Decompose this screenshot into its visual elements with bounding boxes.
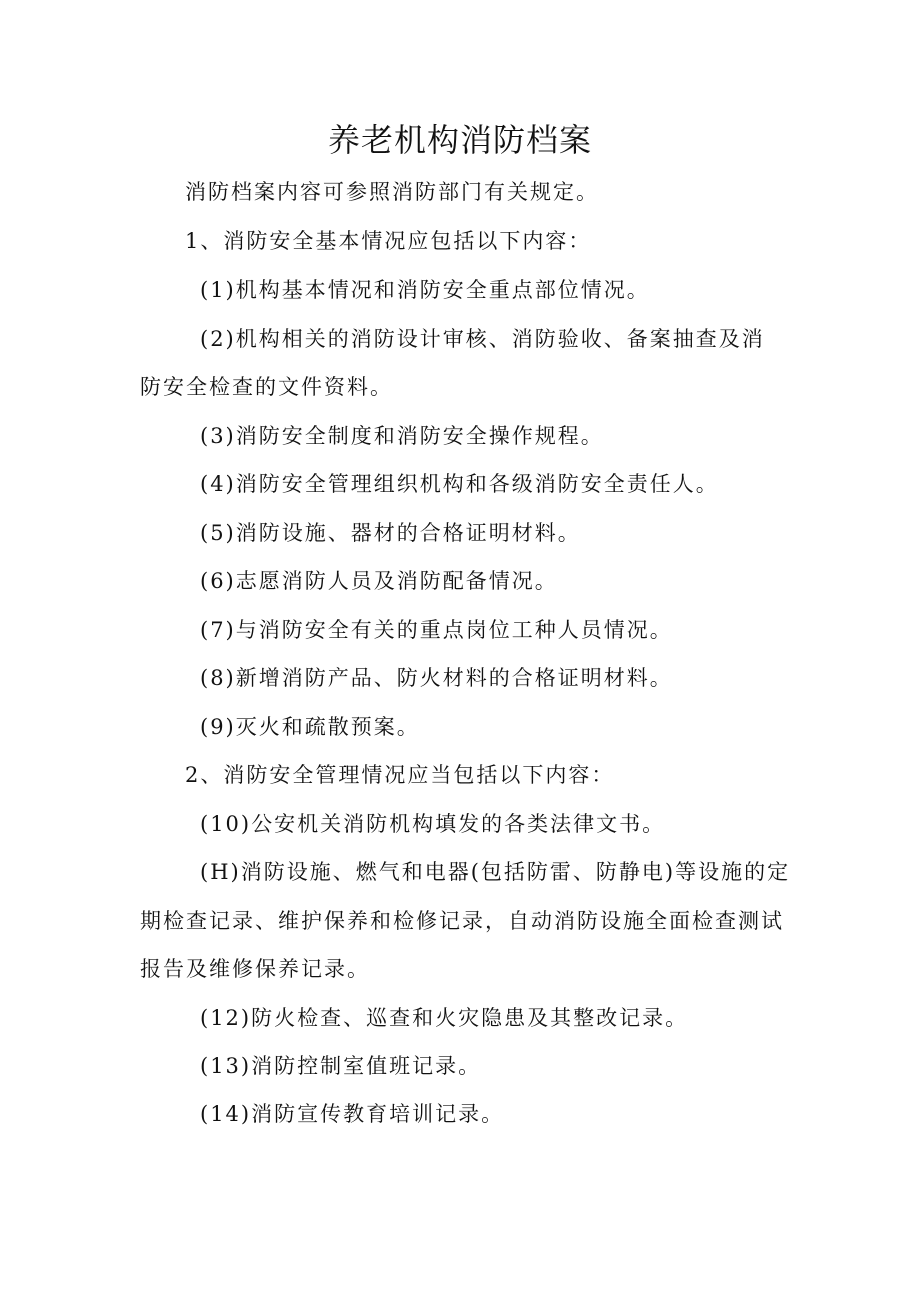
list-item-9: (9)灭火和疏散预案。 bbox=[200, 715, 420, 739]
list-item-10: (10)公安机关消防机构填发的各类法律文书。 bbox=[200, 812, 666, 836]
section-1-heading: 1、消防安全基本情况应包括以下内容： bbox=[185, 229, 592, 253]
list-item-6: (6)志愿消防人员及消防配备情况。 bbox=[200, 569, 558, 593]
list-item-8: (8)新增消防产品、防火材料的合格证明材料。 bbox=[200, 666, 673, 690]
list-item-5: (5)消防设施、器材的合格证明材料。 bbox=[200, 521, 581, 545]
list-item-11-line-1: (H)消防设施、燃气和电器(包括防雷、防静电)等设施的定 bbox=[200, 860, 791, 884]
list-item-11-line-3: 报告及维修保养记录。 bbox=[140, 957, 370, 981]
list-item-12: (12)防火检查、巡查和火灾隐患及其整改记录。 bbox=[200, 1006, 689, 1030]
list-item-1: (1)机构基本情况和消防安全重点部位情况。 bbox=[200, 278, 650, 302]
list-item-3: (3)消防安全制度和消防安全操作规程。 bbox=[200, 424, 604, 448]
list-item-13: (13)消防控制室值班记录。 bbox=[200, 1054, 482, 1078]
list-item-2-line-1: (2)机构相关的消防设计审核、消防验收、备案抽查及消 bbox=[200, 327, 765, 351]
list-item-2-line-2: 防安全检查的文件资料。 bbox=[140, 375, 393, 399]
list-item-4: (4)消防安全管理组织机构和各级消防安全责任人。 bbox=[200, 472, 719, 496]
list-item-11-line-2: 期检查记录、维护保养和检修记录，自动消防设施全面检查测试 bbox=[140, 909, 784, 933]
section-2-heading: 2、消防安全管理情况应当包括以下内容： bbox=[185, 763, 615, 787]
list-item-7: (7)与消防安全有关的重点岗位工种人员情况。 bbox=[200, 618, 673, 642]
intro-paragraph: 消防档案内容可参照消防部门有关规定。 bbox=[185, 180, 599, 204]
list-item-14: (14)消防宣传教育培训记录。 bbox=[200, 1102, 505, 1126]
document-title: 养老机构消防档案 bbox=[327, 121, 592, 159]
